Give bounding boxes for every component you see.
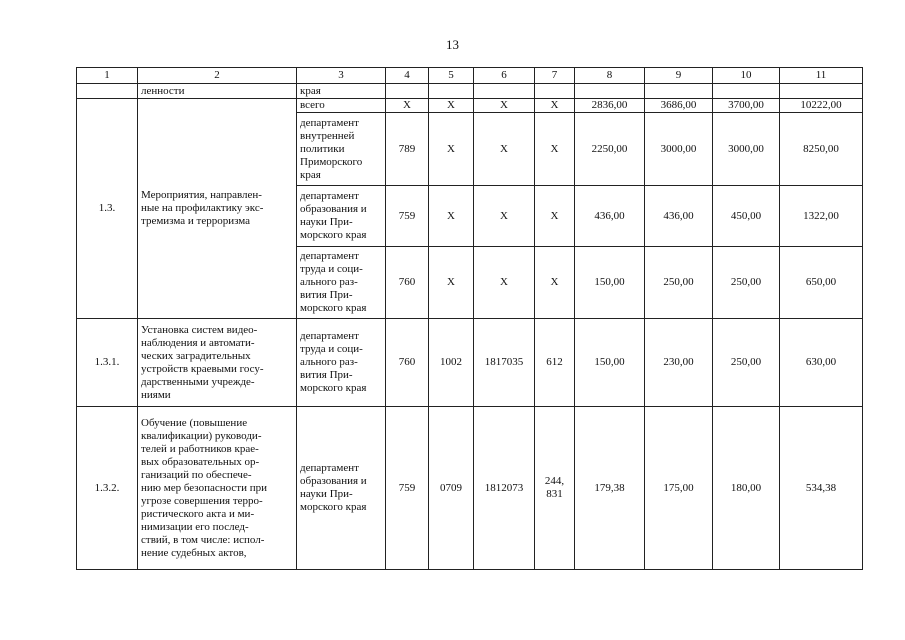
- empty-cell: [77, 84, 138, 99]
- column-number: 1: [77, 68, 138, 84]
- empty-cell: [645, 84, 713, 99]
- csr-cell: X: [474, 113, 535, 186]
- amount-cell: 250,00: [713, 319, 780, 407]
- rzpr-cell: X: [429, 247, 474, 319]
- empty-cell: [429, 84, 474, 99]
- rzpr-cell: X: [429, 99, 474, 113]
- column-number: 6: [474, 68, 535, 84]
- table-row: [77, 407, 863, 570]
- amount-cell: 436,00: [575, 186, 645, 247]
- amount-cell: 180,00: [713, 407, 780, 570]
- vr-cell: 244, 831: [535, 407, 575, 570]
- column-number: 4: [386, 68, 429, 84]
- rzpr-cell: 1002: [429, 319, 474, 407]
- csr-cell: X: [474, 99, 535, 113]
- item-name: Обучение (повышение квалификации) руководи- телей и работников крае- вых образовательных ор- ганизаций по обеспече- нию мер безопасности при угрозе совершения терро- ристического акта и ми- нимизации его послед- ствий, в том числе: испол- нение судебных актов,: [138, 407, 297, 570]
- amount-cell: 230,00: [645, 319, 713, 407]
- amount-cell: 150,00: [575, 247, 645, 319]
- total-cell: 650,00: [780, 247, 863, 319]
- executor-cell: департамент образования и науки При- морского края: [297, 186, 386, 247]
- continuation-text: края: [297, 84, 386, 99]
- amount-cell: 150,00: [575, 319, 645, 407]
- executor-cell: департамент труда и соци- ального раз- вития При- морского края: [297, 247, 386, 319]
- amount-cell: 250,00: [645, 247, 713, 319]
- item-code: 1.3.: [77, 99, 138, 319]
- empty-cell: [780, 84, 863, 99]
- amount-cell: 3000,00: [713, 113, 780, 186]
- column-number: 7: [535, 68, 575, 84]
- column-number: 8: [575, 68, 645, 84]
- column-number: 9: [645, 68, 713, 84]
- column-number: 5: [429, 68, 474, 84]
- item-name: Мероприятия, направлен- ные на профилактику экс- тремизма и терроризма: [138, 99, 297, 319]
- item-code: 1.3.2.: [77, 407, 138, 570]
- amount-cell: 250,00: [713, 247, 780, 319]
- executor-cell: департамент труда и соци- ального раз- вития При- морского края: [297, 319, 386, 407]
- budget-table: [76, 67, 863, 570]
- table-row: [77, 319, 863, 407]
- grbs-cell: 759: [386, 407, 429, 570]
- grbs-cell: X: [386, 99, 429, 113]
- csr-cell: 1817035: [474, 319, 535, 407]
- csr-cell: 1812073: [474, 407, 535, 570]
- column-number: 3: [297, 68, 386, 84]
- column-number-row: [77, 68, 863, 84]
- page-number: 13: [446, 37, 459, 52]
- executor-cell: всего: [297, 99, 386, 113]
- total-cell: 8250,00: [780, 113, 863, 186]
- rzpr-cell: X: [429, 113, 474, 186]
- empty-cell: [474, 84, 535, 99]
- empty-cell: [386, 84, 429, 99]
- amount-cell: 179,38: [575, 407, 645, 570]
- vr-cell: X: [535, 186, 575, 247]
- amount-cell: 2250,00: [575, 113, 645, 186]
- vr-cell: 612: [535, 319, 575, 407]
- grbs-cell: 760: [386, 319, 429, 407]
- csr-cell: X: [474, 247, 535, 319]
- amount-cell: 450,00: [713, 186, 780, 247]
- column-number: 10: [713, 68, 780, 84]
- amount-cell: 175,00: [645, 407, 713, 570]
- vr-cell: X: [535, 113, 575, 186]
- column-number: 2: [138, 68, 297, 84]
- empty-cell: [575, 84, 645, 99]
- total-cell: 630,00: [780, 319, 863, 407]
- grbs-cell: 789: [386, 113, 429, 186]
- empty-cell: [713, 84, 780, 99]
- executor-cell: департамент образования и науки При- морского края: [297, 407, 386, 570]
- column-number: 11: [780, 68, 863, 84]
- item-code: 1.3.1.: [77, 319, 138, 407]
- total-cell: 534,38: [780, 407, 863, 570]
- amount-cell: 2836,00: [575, 99, 645, 113]
- rzpr-cell: 0709: [429, 407, 474, 570]
- rzpr-cell: X: [429, 186, 474, 247]
- continuation-row: [77, 84, 863, 99]
- vr-cell: X: [535, 99, 575, 113]
- total-cell: 1322,00: [780, 186, 863, 247]
- grbs-cell: 760: [386, 247, 429, 319]
- item-name: Установка систем видео- наблюдения и автомати- ческих заградительных устройств краевыми госу- дарственными учрежде- ниями: [138, 319, 297, 407]
- executor-cell: департамент внутренней политики Приморского края: [297, 113, 386, 186]
- continuation-text: ленности: [138, 84, 297, 99]
- vr-cell: X: [535, 247, 575, 319]
- total-cell: 10222,00: [780, 99, 863, 113]
- amount-cell: 3000,00: [645, 113, 713, 186]
- table-row: [77, 99, 863, 113]
- csr-cell: X: [474, 186, 535, 247]
- amount-cell: 436,00: [645, 186, 713, 247]
- amount-cell: 3700,00: [713, 99, 780, 113]
- amount-cell: 3686,00: [645, 99, 713, 113]
- grbs-cell: 759: [386, 186, 429, 247]
- empty-cell: [535, 84, 575, 99]
